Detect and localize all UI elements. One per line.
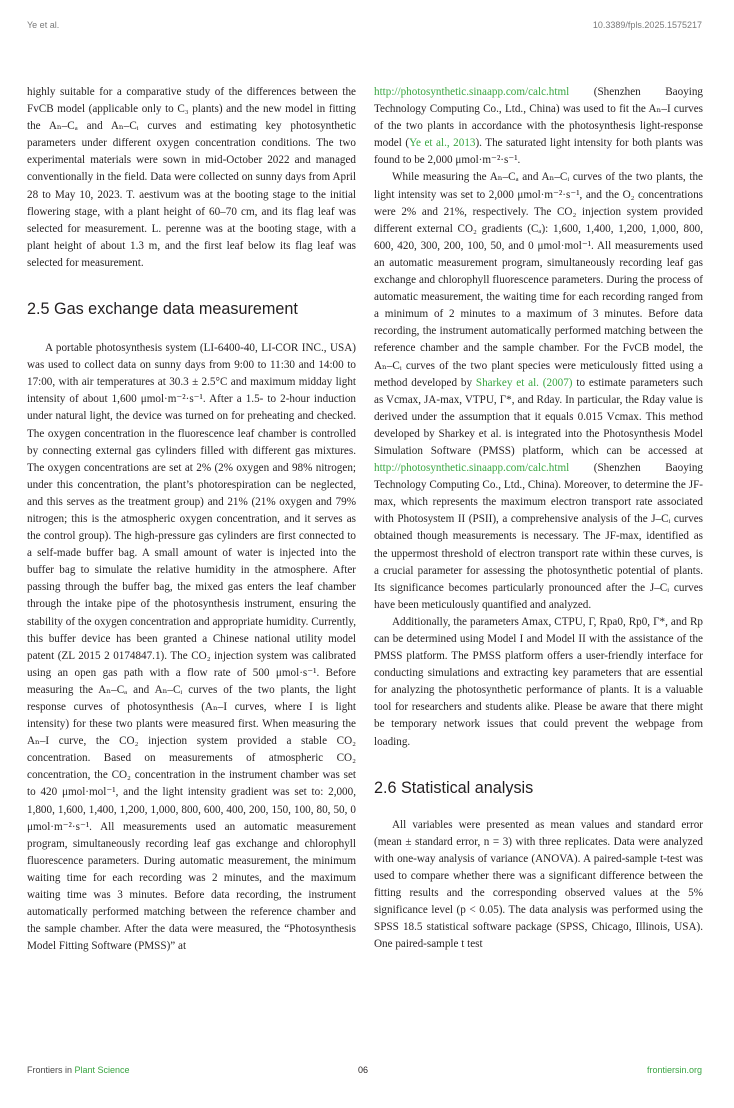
pmss-link-2[interactable]: http://photosynthetic.sinaapp.com/calc.html bbox=[374, 462, 570, 475]
text-span: to estimate parameters such as Vcmax, JA-max, VTPU, Γ*, and Rday. In particular, the Rday value is derived under the assumption that it equals 0.015 Vcmax. This method developed by Sharkey et al. is integrated into the Photosynthesis Model Simulation Software (PMSS) platform, which can be accessed at bbox=[374, 376, 703, 457]
section-heading-2-5: 2.5 Gas exchange data measurement bbox=[27, 300, 298, 319]
right-column bbox=[374, 84, 703, 953]
citation-ye-2013[interactable]: Ye et al., 2013 bbox=[409, 137, 476, 150]
paragraph-materials: highly suitable for a comparative study of the differences between the FvCB model (applicable only to C₃ plants) and the new model in fitting the Aₙ–Cₐ and Aₙ–Cᵢ curves and estimating key photosynthetic parameters under different oxygen concentration conditions. The two experimental materials were sown in mid-October 2022 and managed conventionally in the field. Data were collected on sunny days from April 28 to May 10, 2023. T. aestivum was at the booting stage to the initial flowering stage, with a plant height of 60–70 cm, and its flag leaf was selected for measurement. L. perenne was at the booting stage, with a plant height of about 1.3 m, and the first leaf below its flag leaf was selected for measurement. bbox=[27, 86, 356, 269]
left-column bbox=[27, 84, 356, 955]
text-span: (Shenzhen Baoying Technology Computing Co., Ltd., China). Moreover, to determine the JF-max, which represents the maximum electron transport rate associated with Photosystem II (PSII), a comprehensive analysis of the J–Cᵢ curves obtained though measurements is necessary. The JF-max, identified as the uppermost threshold of electron transport rate within these curves, is a crucial parameter for assessing the photosynthetic potential of plants. Its significance becomes particularly pronounced after the J–Cᵢ curves have been meticulously quantified and analyzed. bbox=[374, 462, 703, 611]
footer-prefix: Frontiers in bbox=[27, 1065, 75, 1075]
citation-sharkey-2007[interactable]: Sharkey et al. (2007) bbox=[475, 376, 573, 389]
section-heading-2-6: 2.6 Statistical analysis bbox=[374, 778, 534, 797]
paragraph-curve-measurement bbox=[374, 169, 703, 613]
text-span: ). The saturated light intensity for both plants was found to be 2,000 μmol·m⁻²·s⁻¹. bbox=[374, 137, 704, 167]
paragraph-additional-parameters: Additionally, the parameters Amax, CTPU, Γ, Rpa0, Rp0, Γ*, and Rp can be determined using Model I and Model II with the assistance of the PMSS platform. The PMSS platform offers a user-friendly interface for conducting simulations and extracting key parameters that are essential for analyzing the photosynthetic performance of plants. It is a valuable tool for researchers and students alike. Please be aware that there might be temporary network issues that could prevent the webpage from loading. bbox=[374, 615, 703, 748]
page-number: 06 bbox=[358, 1065, 369, 1075]
footer-site-link[interactable]: frontiersin.org bbox=[646, 1065, 702, 1075]
footer-journal-name[interactable]: Plant Science bbox=[74, 1065, 130, 1075]
pmss-link-1[interactable]: http://photosynthetic.sinaapp.com/calc.html bbox=[374, 86, 570, 98]
text-span: (Shenzhen Baoying Technology Computing Co., Ltd., China) was used to fit the Aₙ–I curves of the two plants in accordance with the photosynthesis light-response model ( bbox=[374, 86, 703, 150]
running-header-doi: 10.3389/fpls.2025.1575217 bbox=[592, 20, 702, 30]
running-header-authors: Ye et al. bbox=[27, 20, 60, 30]
text-span: While measuring the Aₙ–Cₐ and Aₙ–Cᵢ curves of the two plants, the light intensity was set to 2,000 μmol·m⁻²·s⁻¹, and the O₂ concentrations were 2% and 21%, respectively. The CO₂ injection system provided different external CO₂ gradients (Cₐ): 1,600, 1,400, 1,200, 1,000, 800, 600, 420, 300, 200, 100, 50, and 0 μmol·mol⁻¹. All measurements used an automatic measurement program, simultaneously recording leaf gas exchange and chlorophyll fluorescence parameters. During the process of automatic measurement, the waiting time for each recording ranged from a minimum of 2 minutes to a maximum of 3 minutes. Before data recording, the instrument automatically performed matching between the reference chamber and the sample chamber. For the FvCB model, the Aₙ–Cᵢ curves of the two plant species were meticulously fitted using a method developed by bbox=[374, 171, 703, 389]
paragraph-gas-exchange: A portable photosynthesis system (LI-6400-40, LI-COR INC., USA) was used to collect data on sunny days from 9:00 to 11:30 and 14:00 to 17:00, with air temperatures at 30.3 ± 2.5°C and maximum midday light intensity of about 1,600 μmol·m⁻²·s⁻¹. After a 1.5- to 2-hour induction under natural light, the device was turned on for preheating and checked. The oxygen concentration in the fluorescence leaf chamber is controlled by connecting external gas cylinders filled with different gas mixtures. The oxygen concentrations are set at 2% (2% oxygen and 98% nitrogen; under this concentration, the plant’s photorespiration can be neglected, and this serves as the treatment group) and 21% (21% oxygen and 79% nitrogen; this is the atmospheric oxygen concentration, and it serves as the control group). The high-pressure gas cylinders are first connected to a self-made buffer bag. A small amount of water is injected into the buffer bag to simulate the relative humidity in the atmosphere. After passing through the buffer bag, the mixed gas enters the leaf chamber through the intake pipe of the photosynthesis instrument, ensuring the stability of the oxygen concentration and appropriate humidity. Currently, this buffer device has been granted a Chinese national utility model patent (ZL 2015 2 0174847.1). The CO₂ injection system was calibrated using an open gas path with a flow rate of 500 μmol·s⁻¹. Before measuring the Aₙ–Cₐ and Aₙ–Cᵢ curves of the two plants, the light response curves of photosynthesis (Aₙ–I curves, where I is light intensity) for these two plants were measured first. When measuring the Aₙ–I curve, the CO₂ injection system provided a stable CO₂ concentration. Based on measurements of atmospheric CO₂ concentration, the CO₂ concentration in the instrument chamber was set to 420 μmol·mol⁻¹, and the light intensity gradient was set to: 2,000, 1,800, 1,600, 1,400, 1,200, 1,000, 800, 600, 400, 200, 150, 100, 80, 50, 0 μmol·m⁻²·s⁻¹. All measurements used an automatic measurement program, simultaneously recording leaf gas exchange and chlorophyll fluorescence parameters. During automatic measurement, the minimum waiting time for each recording was 2 minutes, and the maximum waiting time was 3 minutes. Before data recording, the instrument automatically performed matching between the reference chamber and the sample chamber. After the data were measured, the “Photosynthesis Model Fitting Software (PMSS)” at bbox=[27, 342, 356, 953]
footer-journal bbox=[27, 1065, 130, 1075]
paragraph-statistics: All variables were presented as mean values and standard error (mean ± standard error, n = 3) with three replicates. Data were analyzed with one-way analysis of variance (ANOVA). A paired-sample t-test was used to compare whether there was a significant difference between the fitting results and the corresponding observed values at the 5% significance level (p < 0.05). The data analysis was performed using the SPSS 18.5 statistical software package (SPSS, Chicago, Illinois, USA). One paired-sample t test bbox=[374, 818, 703, 951]
paragraph-pmss-fit bbox=[374, 84, 703, 169]
